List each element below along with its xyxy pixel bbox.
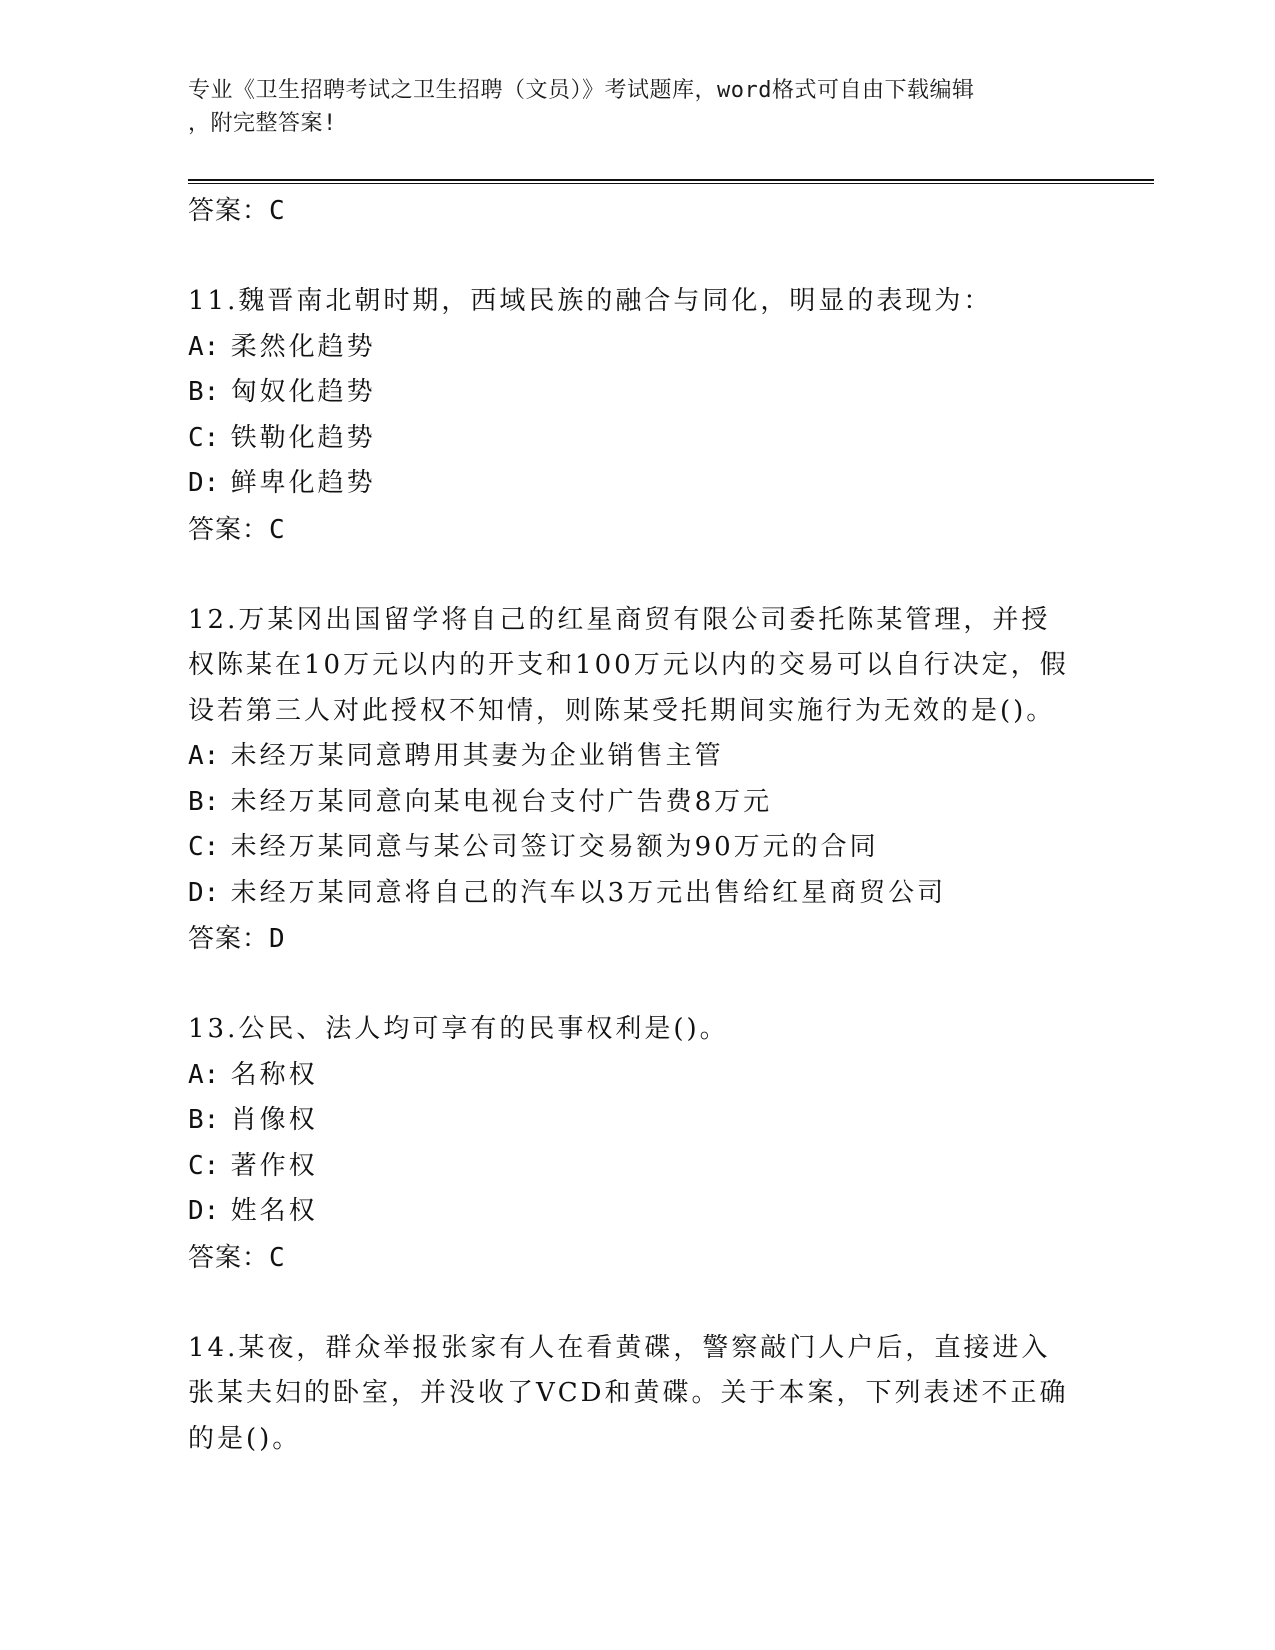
option-key: D:	[188, 877, 220, 908]
option-d	[188, 461, 1078, 507]
header-line-2: ，附完整答案!	[188, 111, 337, 136]
question-stem: 12.万某冈出国留学将自己的红星商贸有限公司委托陈某管理，并授权陈某在10万元以内的开支和100万元以内的交易可以自行决定，假设若第三人对此授权不知情，则陈某受托期间实施行为无效的是()。	[188, 604, 1069, 726]
option-text: 未经万某同意与某公司签订交易额为90万元的合同	[230, 832, 879, 862]
question-stem: 14.某夜，群众举报张家有人在看黄碟，警察敲门人户后，直接进入张某夫妇的卧室，并没收了VCD和黄碟。关于本案，下列表述不正确的是()。	[188, 1332, 1069, 1454]
answer-line	[188, 507, 1078, 553]
answer-line	[188, 188, 1078, 234]
question-stem: 13.公民、法人均可享有的民事权利是()。	[188, 1014, 729, 1044]
answer-label: 答案：	[188, 196, 270, 226]
answer-label: 答案：	[188, 514, 270, 545]
option-key: A:	[188, 1059, 220, 1090]
question-11	[188, 279, 1078, 553]
option-d	[188, 1189, 1078, 1235]
option-key: C:	[188, 422, 220, 453]
option-c	[188, 416, 1078, 462]
question-stem: 11.魏晋南北朝时期，西域民族的融合与同化，明显的表现为：	[188, 286, 993, 316]
option-key: C:	[188, 832, 220, 862]
option-text: 柔然化趋势	[230, 331, 376, 362]
option-key: B:	[188, 1105, 220, 1135]
spacer	[188, 1281, 1078, 1326]
header-rule	[188, 179, 1154, 181]
option-a	[188, 734, 1078, 780]
option-text: 未经万某同意向某电视台支付广告费8万元	[230, 786, 773, 817]
spacer	[188, 962, 1078, 1007]
question-14	[188, 1326, 1078, 1463]
header-line-1: 专业《卫生招聘考试之卫生招聘（文员）》考试题库，word格式可自由下载编辑	[188, 78, 975, 103]
option-c	[188, 1144, 1078, 1190]
document-header	[188, 74, 1078, 140]
option-text: 姓名权	[230, 1196, 318, 1226]
option-text: 名称权	[230, 1059, 318, 1090]
answer-label: 答案：	[188, 924, 270, 954]
option-b	[188, 370, 1078, 416]
spacer	[188, 234, 1078, 279]
answer-line	[188, 1235, 1078, 1281]
option-key: C:	[188, 1150, 220, 1181]
option-key: B:	[188, 786, 220, 817]
option-d	[188, 871, 1078, 917]
option-a	[188, 325, 1078, 371]
option-text: 鲜卑化趋势	[230, 468, 376, 498]
option-key: B:	[188, 377, 220, 407]
option-a	[188, 1053, 1078, 1099]
option-text: 肖像权	[230, 1105, 318, 1135]
option-text: 匈奴化趋势	[230, 377, 376, 407]
option-text: 未经万某同意将自己的汽车以3万元出售给红星商贸公司	[230, 877, 947, 908]
option-text: 著作权	[230, 1150, 318, 1181]
question-13	[188, 1007, 1078, 1281]
spacer	[188, 553, 1078, 598]
answer-value: C	[269, 196, 286, 226]
answer-label: 答案：	[188, 1242, 270, 1273]
option-key: D:	[188, 468, 220, 498]
answer-value: D	[269, 924, 286, 954]
question-12	[188, 598, 1078, 963]
answer-line	[188, 916, 1078, 962]
option-c	[188, 825, 1078, 871]
answer-value: C	[269, 514, 286, 545]
option-key: A:	[188, 331, 220, 362]
document-body	[188, 188, 1078, 1462]
option-b	[188, 1098, 1078, 1144]
option-text: 铁勒化趋势	[230, 422, 376, 453]
answer-value: C	[269, 1242, 286, 1273]
option-b	[188, 780, 1078, 826]
option-key: D:	[188, 1196, 220, 1226]
option-text: 未经万某同意聘用其妻为企业销售主管	[230, 741, 724, 771]
header-rule-thin	[188, 183, 1154, 184]
option-key: A:	[188, 741, 220, 771]
